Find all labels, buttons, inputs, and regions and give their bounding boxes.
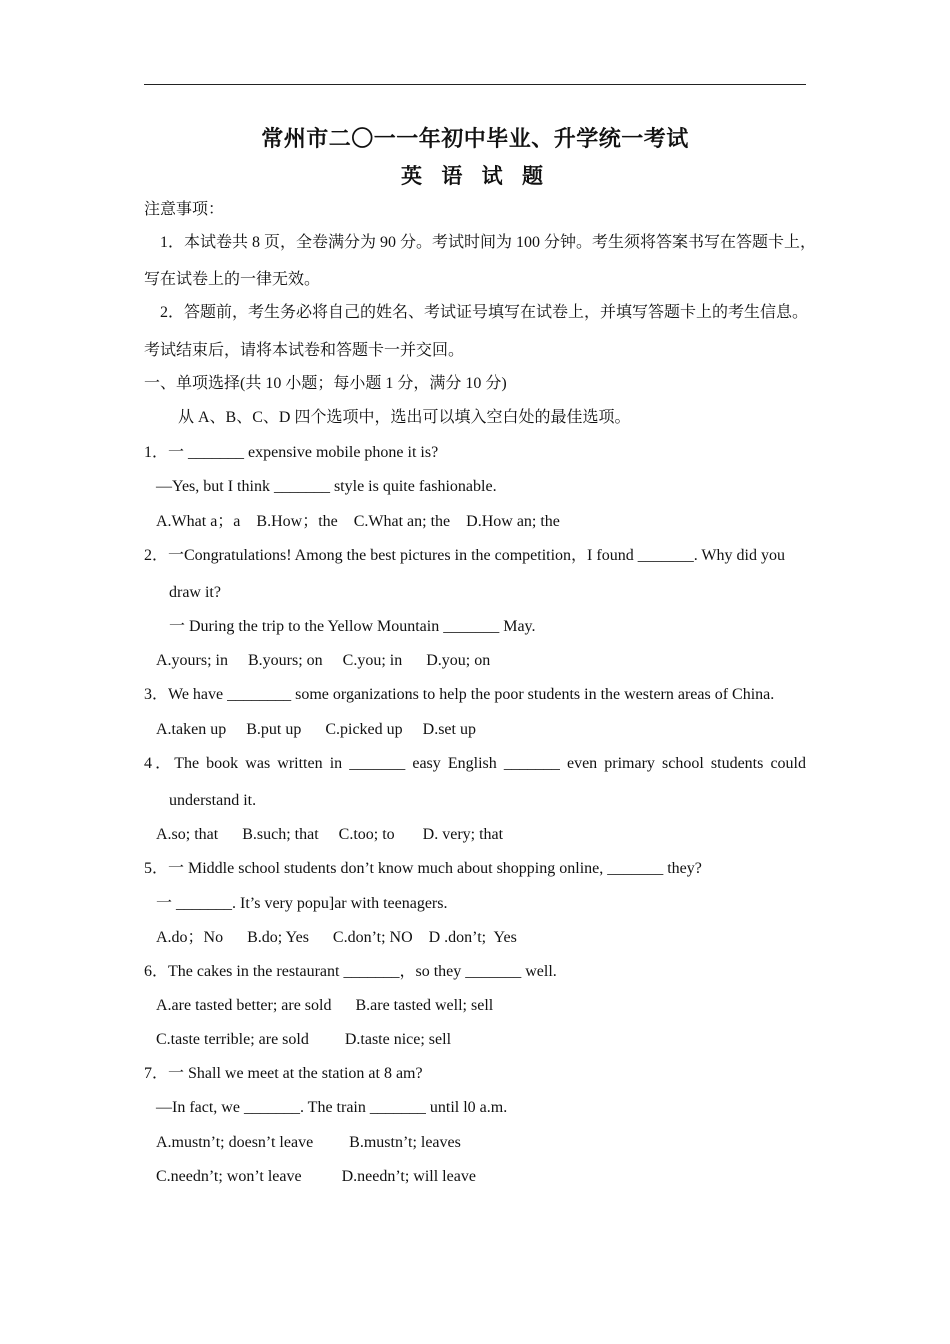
- notes-heading: 注意事项：: [144, 201, 225, 218]
- question-7-reply: —In fact, we _______. The train _______ until l0 a.m.: [156, 1099, 508, 1116]
- notes-line-4: 考试结束后，请将本试卷和答题卡一并交回。: [144, 342, 465, 359]
- notes-line-3: 2．答题前，考生务必将自己的姓名、考试证号填写在试卷上，并填写答题卡上的考生信息。: [160, 304, 809, 321]
- exam-title: 常州市二〇一一年初中毕业、升学统一考试: [261, 127, 689, 152]
- question-4-options: A.so; that B.such; that C.too; to D. very; that: [156, 826, 504, 843]
- question-1-options: A.What a；a B.How；the C.What an; the D.How an; the: [156, 513, 560, 530]
- question-1-reply: —Yes, but I think _______ style is quite fashionable.: [156, 478, 497, 495]
- header-rule: [144, 84, 806, 85]
- question-6-options-cd: C.taste terrible; are sold D.taste nice; sell: [156, 1031, 452, 1048]
- question-5-options: A.do；No B.do; Yes C.don’t; NO D .don’t; Yes: [156, 929, 517, 946]
- question-6-options-ab: A.are tasted better; are sold B.are tasted well; sell: [156, 997, 494, 1014]
- section-instruction: 从 A、B、C、D 四个选项中，选出可以填入空白处的最佳选项。: [178, 409, 631, 426]
- question-4-stem-cont: understand it.: [169, 792, 257, 809]
- exam-subtitle: 英 语 试 题: [401, 164, 549, 188]
- question-5-reply: 一 _______. It’s very popu]ar with teenagers.: [156, 895, 448, 912]
- question-4-stem: 4．The book was written in _______ easy English _______ even primary school students could: [144, 755, 806, 772]
- question-7-stem: 7．一 Shall we meet at the station at 8 am?: [144, 1065, 423, 1082]
- question-2-stem: 2．一Congratulations! Among the best pictures in the competition，I found _______. Why did you: [144, 547, 785, 564]
- question-2-options: A.yours; in B.yours; on C.you; in D.you; on: [156, 652, 491, 669]
- question-1-stem: 1．一 _______ expensive mobile phone it is?: [144, 444, 439, 461]
- question-5-stem: 5．一 Middle school students don’t know much about shopping online, _______ they?: [144, 860, 702, 877]
- question-2-reply: 一 During the trip to the Yellow Mountain _______ May.: [169, 618, 536, 635]
- question-7-options-ab: A.mustn’t; doesn’t leave B.mustn’t; leaves: [156, 1134, 461, 1151]
- question-3-stem: 3．We have ________ some organizations to help the poor students in the western areas of China.: [144, 686, 775, 703]
- question-3-options: A.taken up B.put up C.picked up D.set up: [156, 721, 476, 738]
- question-2-stem-cont: draw it?: [169, 584, 221, 601]
- section-heading: 一、单项选择(共 10 小题；每小题 1 分，满分 10 分): [144, 375, 507, 392]
- notes-line-1: 1．本试卷共 8 页，全卷满分为 90 分。考试时间为 100 分钟。考生须将答案书写在答题卡上，: [160, 234, 817, 251]
- question-7-options-cd: C.needn’t; won’t leave D.needn’t; will leave: [156, 1168, 476, 1185]
- notes-line-2: 写在试卷上的一律无效。: [144, 271, 321, 288]
- question-6-stem: 6．The cakes in the restaurant _______，so they _______ well.: [144, 963, 557, 980]
